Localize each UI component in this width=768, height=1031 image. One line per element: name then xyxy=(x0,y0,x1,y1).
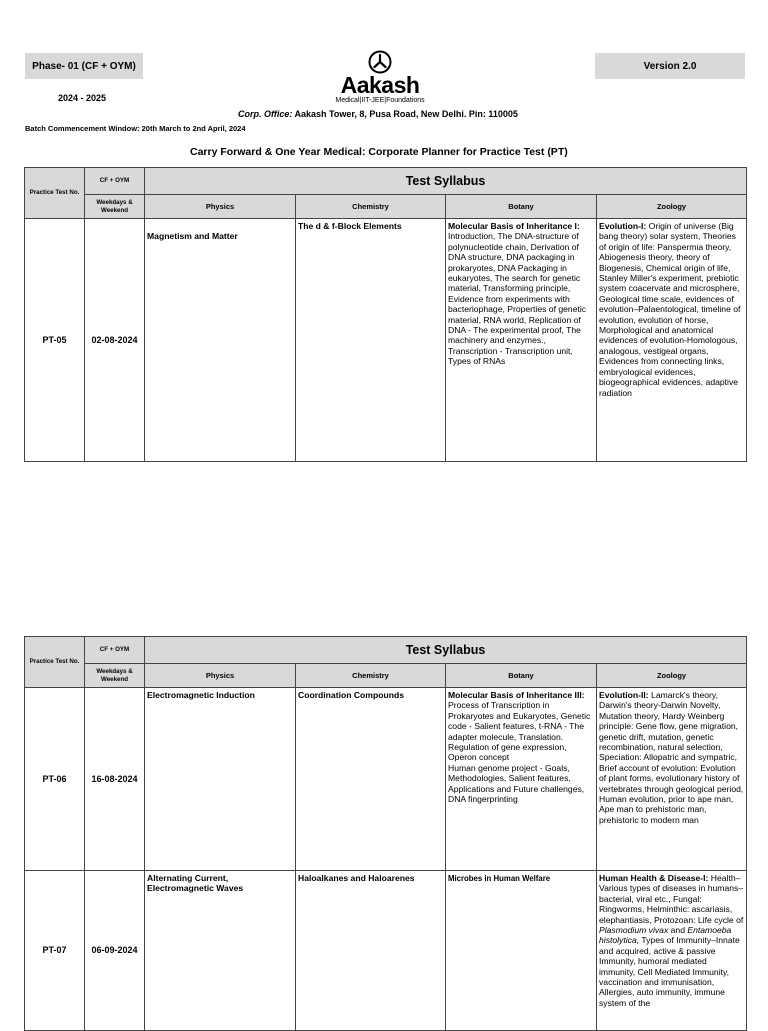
phase-text: Phase- 01 (CF + OYM) xyxy=(32,60,136,72)
header-physics: Physics xyxy=(145,195,296,219)
zoology-text-part-a: Health–Various types of diseases in humans–bacterial, viral etc., Fungal: Ringworms, Helminthic: ascariasis, elephantiasis, Protozoan: Life cycle of xyxy=(599,873,744,925)
header-test-no: Practice Test No. xyxy=(25,637,85,688)
botany-topic xyxy=(446,871,597,1031)
header-zoology: Zoology xyxy=(597,664,747,688)
zoology-title: Evolution-II: xyxy=(599,690,649,700)
botany-title: Molecular Basis of Inheritance III: xyxy=(448,690,585,700)
header-zoology: Zoology xyxy=(597,195,747,219)
zoology-topic xyxy=(597,688,747,871)
header-test-syllabus: Test Syllabus xyxy=(145,168,747,195)
header-physics: Physics xyxy=(145,664,296,688)
physics-topic xyxy=(145,219,296,462)
chemistry-topic xyxy=(296,688,446,871)
version-label xyxy=(595,53,745,79)
header-weekdays: Weekdays & Weekend xyxy=(85,195,145,219)
test-date: 02-08-2024 xyxy=(85,219,145,462)
phase-label xyxy=(25,53,143,79)
header-weekdays: Weekdays & Weekend xyxy=(85,664,145,688)
brand-logo xyxy=(328,50,432,106)
corporate-office xyxy=(238,109,518,119)
test-date: 06-09-2024 xyxy=(85,871,145,1031)
academic-year: 2024 - 2025 xyxy=(58,93,107,103)
chemistry-topic-text: Coordination Compounds xyxy=(298,690,404,700)
physics-topic xyxy=(145,871,296,1031)
header-cf-oym: CF + OYM xyxy=(85,168,145,195)
version-text: Version 2.0 xyxy=(643,60,697,72)
zoology-text: Origin of universe (Big bang theory) solar system, Theories of origin of life: Panspermia theory, Abiogenesis theory, theory of Biogenesis, Chemical origin of life, Stanley Miller's experiment, prebiotic system coacervate and microsphere, Geological time scale, evidences of evolution–Palaentological, timeline of evolution, evolution of horse, Morphological and anatomical evidences of evolution-Homologous, analogous, vestigeal organs, Evidences from connecting links, embryological evidences, biogeographical evidences, adaptive radiation xyxy=(599,221,741,398)
botany-text: Process of Transcription in Prokaryotes and Eukaryotes, Genetic code - Salient features, t-RNA - The adapter molecule, Translation. Regulation of gene expression, Operon concept Human genome project - Goals, Methodologies, Salient features, Applications and Future challenges, DNA fingerprinting xyxy=(448,700,591,805)
zoology-topic xyxy=(597,219,747,462)
botany-topic xyxy=(446,688,597,871)
table-row xyxy=(25,688,747,871)
header-chemistry: Chemistry xyxy=(296,195,446,219)
botany-topic xyxy=(446,219,597,462)
zoology-title: Human Health & Disease-I: xyxy=(599,873,709,883)
botany-text: Introduction, The DNA-structure of polynucleotide chain, Derivation of DNA structure, DNA packaging in prokaryotes, DNA Packaging in eukaryotes, The search for genetic material, Transforming principle, Evidence from experiments with bacteriophage, Properties of genetic material, RNA world, Replication of DNA - The experimental proof, The machinery and enzymes., Transcription - Transcription unit, Types of RNAs xyxy=(448,231,587,367)
brand-name: Aakash xyxy=(340,72,420,98)
aakash-emblem-icon xyxy=(368,50,392,74)
planner-table-1 xyxy=(24,167,747,462)
zoology-italic-entamoeba: Entamoeba histolytica, xyxy=(599,925,732,946)
table-row xyxy=(25,871,747,1031)
header-chemistry: Chemistry xyxy=(296,664,446,688)
planner-title: Carry Forward & One Year Medical: Corporate Planner for Practice Test (PT) xyxy=(190,146,568,158)
chemistry-topic xyxy=(296,219,446,462)
botany-title: Molecular Basis of Inheritance I: xyxy=(448,221,580,231)
zoology-title: Evolution-I: xyxy=(599,221,647,231)
physics-topic-text: Magnetism and Matter xyxy=(147,231,238,241)
chemistry-topic xyxy=(296,871,446,1031)
zoology-italic-plasmodium: Plasmodium vivax xyxy=(599,925,669,936)
test-id: PT-06 xyxy=(25,688,85,871)
header-test-syllabus: Test Syllabus xyxy=(145,637,747,664)
planner-table-2 xyxy=(24,636,747,1031)
chemistry-topic-text: Haloalkanes and Haloarenes xyxy=(298,873,415,883)
header-test-no: Practice Test No. xyxy=(25,168,85,219)
botany-title: Microbes in Human Welfare xyxy=(448,874,551,883)
table-row xyxy=(25,219,747,462)
corp-office-label: Corp. Office: xyxy=(238,109,293,119)
header-botany: Botany xyxy=(446,664,597,688)
physics-topic-text: Electromagnetic Induction xyxy=(147,690,255,700)
test-date: 16-08-2024 xyxy=(85,688,145,871)
header-cf-oym: CF + OYM xyxy=(85,637,145,664)
batch-window: Batch Commencement Window: 20th March to 2nd April, 2024 xyxy=(25,124,246,133)
zoology-topic xyxy=(597,871,747,1031)
zoology-text-part-b: Types of Immunity–Innate and acquired, active & passive Immunity, humoral mediated immunity, Cell Mediated Immunity, vaccination and immunisation, Allergies, auto immunity, immune system of the xyxy=(599,935,740,1008)
test-id: PT-05 xyxy=(25,219,85,462)
header-botany: Botany xyxy=(446,195,597,219)
zoology-text-and: and xyxy=(670,925,685,936)
physics-topic xyxy=(145,688,296,871)
test-id: PT-07 xyxy=(25,871,85,1031)
physics-topic-text: Alternating Current, Electromagnetic Waves xyxy=(147,873,244,894)
brand-subtitle: Medical|IIT-JEE|Foundations xyxy=(335,97,425,104)
zoology-text: Lamarck's theory, Darwin's theory-Darwin Novelty, Mutation theory, Hardy Weinberg principle: Gene flow, gene migration, genetic drift, mutation, genetic recombination, natural selection, Speciation: Allopatric and sympatric, Brief account of evolution: Evolution of plant forms, evolutionary history of vertebrates through geological period, Human evolution, prior to ape man, Ape man to prehistoric man, prehistoric to modern man xyxy=(599,690,744,825)
chemistry-topic-text: The d & f-Block Elements xyxy=(298,221,402,231)
corp-office-address: Aakash Tower, 8, Pusa Road, New Delhi. Pin: 110005 xyxy=(294,109,518,119)
